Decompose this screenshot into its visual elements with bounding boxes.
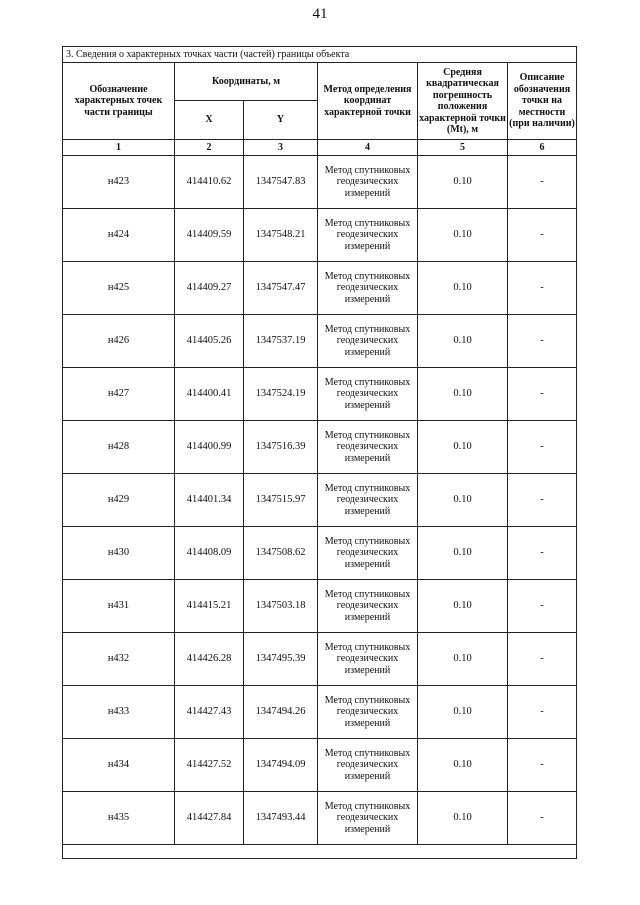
error-value: 0.10: [418, 368, 508, 421]
header-coordinates: Координаты, м: [175, 63, 318, 101]
coord-x: 414405.26: [175, 315, 244, 368]
error-value: 0.10: [418, 633, 508, 686]
coord-x: 414400.41: [175, 368, 244, 421]
table-row: [63, 527, 577, 580]
point-name: н432: [63, 633, 175, 686]
table-row: [63, 368, 577, 421]
header-error: Средняя квадратическая погрешность положения характерной точки (Mt), м: [418, 63, 508, 140]
header-method: Метод определения координат характерной точки: [318, 63, 418, 140]
table-row: [63, 315, 577, 368]
method: Метод спутниковых геодезических измерений: [318, 580, 418, 633]
coord-y: 1347537.19: [244, 315, 318, 368]
description: -: [508, 686, 577, 739]
table-row: [63, 262, 577, 315]
boundary-points-table: [62, 46, 577, 859]
table-row: [63, 156, 577, 209]
header-x: X: [175, 101, 244, 140]
point-name: н425: [63, 262, 175, 315]
coord-x: 414408.09: [175, 527, 244, 580]
coord-x: 414415.21: [175, 580, 244, 633]
description: -: [508, 474, 577, 527]
error-value: 0.10: [418, 792, 508, 845]
empty-row: [63, 845, 577, 859]
method: Метод спутниковых геодезических измерений: [318, 474, 418, 527]
coord-y: 1347508.62: [244, 527, 318, 580]
header-designation: Обозначение характерных точек части границы: [63, 63, 175, 140]
error-value: 0.10: [418, 315, 508, 368]
point-name: н434: [63, 739, 175, 792]
description: -: [508, 633, 577, 686]
point-name: н427: [63, 368, 175, 421]
column-number: 2: [175, 140, 244, 156]
method: Метод спутниковых геодезических измерений: [318, 633, 418, 686]
coord-y: 1347493.44: [244, 792, 318, 845]
header-y: Y: [244, 101, 318, 140]
error-value: 0.10: [418, 421, 508, 474]
point-name: н428: [63, 421, 175, 474]
coord-y: 1347495.39: [244, 633, 318, 686]
method: Метод спутниковых геодезических измерений: [318, 739, 418, 792]
column-number: 3: [244, 140, 318, 156]
section-title-row: [63, 47, 577, 63]
column-number-row: [63, 140, 577, 156]
point-name: н435: [63, 792, 175, 845]
error-value: 0.10: [418, 686, 508, 739]
point-name: н430: [63, 527, 175, 580]
description: -: [508, 262, 577, 315]
description: -: [508, 421, 577, 474]
point-name: н426: [63, 315, 175, 368]
coord-x: 414409.59: [175, 209, 244, 262]
column-number: 5: [418, 140, 508, 156]
point-name: н431: [63, 580, 175, 633]
error-value: 0.10: [418, 262, 508, 315]
table-row: [63, 792, 577, 845]
error-value: 0.10: [418, 156, 508, 209]
coord-x: 414410.62: [175, 156, 244, 209]
method: Метод спутниковых геодезических измерений: [318, 262, 418, 315]
coord-y: 1347516.39: [244, 421, 318, 474]
method: Метод спутниковых геодезических измерений: [318, 315, 418, 368]
error-value: 0.10: [418, 527, 508, 580]
error-value: 0.10: [418, 209, 508, 262]
coord-y: 1347515.97: [244, 474, 318, 527]
description: -: [508, 792, 577, 845]
error-value: 0.10: [418, 580, 508, 633]
method: Метод спутниковых геодезических измерений: [318, 368, 418, 421]
description: -: [508, 580, 577, 633]
method: Метод спутниковых геодезических измерений: [318, 527, 418, 580]
header-description: Описание обозначения точки на местности (при наличии): [508, 63, 577, 140]
coord-y: 1347547.47: [244, 262, 318, 315]
table-row: [63, 686, 577, 739]
method: Метод спутниковых геодезических измерений: [318, 421, 418, 474]
point-name: н424: [63, 209, 175, 262]
coord-y: 1347494.09: [244, 739, 318, 792]
table-row: [63, 474, 577, 527]
coord-x: 414401.34: [175, 474, 244, 527]
page-number: 41: [312, 6, 328, 22]
error-value: 0.10: [418, 739, 508, 792]
description: -: [508, 315, 577, 368]
coord-x: 414400.99: [175, 421, 244, 474]
coord-x: 414427.84: [175, 792, 244, 845]
column-number: 4: [318, 140, 418, 156]
method: Метод спутниковых геодезических измерений: [318, 792, 418, 845]
description: -: [508, 368, 577, 421]
coord-y: 1347547.83: [244, 156, 318, 209]
table-row: [63, 209, 577, 262]
point-name: н423: [63, 156, 175, 209]
column-number: 1: [63, 140, 175, 156]
coord-y: 1347494.26: [244, 686, 318, 739]
coord-x: 414409.27: [175, 262, 244, 315]
table-row: [63, 739, 577, 792]
coord-x: 414427.43: [175, 686, 244, 739]
description: -: [508, 156, 577, 209]
description: -: [508, 739, 577, 792]
header-row-1: [63, 63, 577, 101]
method: Метод спутниковых геодезических измерений: [318, 209, 418, 262]
column-number: 6: [508, 140, 577, 156]
point-name: н429: [63, 474, 175, 527]
table-row: [63, 633, 577, 686]
coord-y: 1347524.19: [244, 368, 318, 421]
coord-y: 1347548.21: [244, 209, 318, 262]
empty-cell: [63, 845, 577, 859]
table-row: [63, 580, 577, 633]
coord-y: 1347503.18: [244, 580, 318, 633]
point-name: н433: [63, 686, 175, 739]
description: -: [508, 527, 577, 580]
description: -: [508, 209, 577, 262]
error-value: 0.10: [418, 474, 508, 527]
coord-x: 414427.52: [175, 739, 244, 792]
method: Метод спутниковых геодезических измерений: [318, 156, 418, 209]
coord-x: 414426.28: [175, 633, 244, 686]
method: Метод спутниковых геодезических измерений: [318, 686, 418, 739]
table-row: [63, 421, 577, 474]
section-title: 3. Сведения о характерных точках части (частей) границы объекта: [63, 47, 577, 63]
